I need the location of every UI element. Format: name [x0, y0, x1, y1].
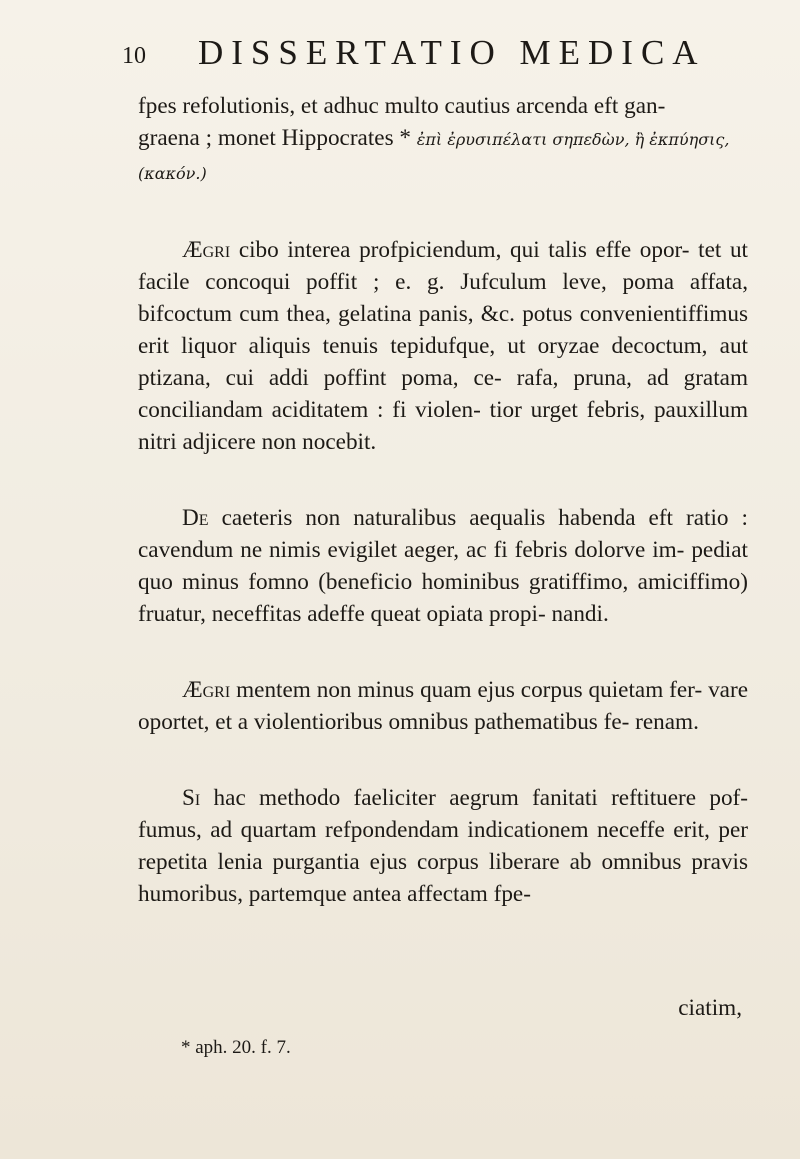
paragraph-4 — [138, 674, 748, 738]
paragraph-text: cibo interea profpiciendum, qui talis effe opor- tet ut facile concoqui poffit ; e. g. Jufculum leve, poma affata, bifcoctum cum thea, gelatina panis, &c. potus convenientiffimus erit liquor aliquis tenuis tepidufque, ut oryzae decoctum, aut ptizana, cui addi poffint poma, ce- rafa, pruna, ad gratam conciliandam aciditatem : fi violen- tior urget febris, pauxillum nitri adjicere non nocebit. — [138, 237, 748, 455]
paragraph-text: mentem non minus quam ejus corpus quietam fer- vare oportet, et a violentioribus omnibus pathematibus fe- renam. — [138, 677, 748, 735]
greek-quotation: ἐπὶ ἐρυσιπέλατι σηπεδὼν, ἢ ἐκπύησις, — [416, 130, 730, 149]
paragraph-2 — [138, 234, 748, 458]
paragraph-text: hac methodo faeliciter aegrum fanitati reftituere pof- fumus, ad quartam refpondendam indicationem neceffe erit, per repetita lenia purgantia ejus corpus liberare ab omnibus pravis humoribus, partemque antea affectam fpe- — [138, 785, 748, 907]
paragraph-lead: Ægri — [182, 237, 231, 263]
catchword: ciatim, — [678, 995, 742, 1021]
paragraph-lead: Si — [182, 785, 201, 811]
running-head — [120, 33, 742, 73]
body-text — [138, 90, 748, 954]
paragraph-lead: Ægri — [182, 677, 231, 703]
paragraph-3 — [138, 502, 748, 630]
text-line: graena ; monet Hippocrates * ἐπὶ ἐρυσιπέλατι σηπεδὼν, ἢ ἐκπύησις, — [138, 125, 730, 151]
page-number: 10 — [122, 43, 146, 69]
paragraph-5 — [138, 782, 748, 910]
paragraph-lead: De — [182, 505, 209, 531]
paragraph-1 — [138, 90, 748, 190]
text-line: fpes refolutionis, et adhuc multo cautius arcenda eft gan- — [138, 93, 666, 119]
text-line: (κακόν.) — [138, 164, 207, 183]
page-title: DISSERTATIO MEDICA — [198, 33, 706, 72]
footnote: * aph. 20. f. 7. — [181, 1037, 291, 1058]
paragraph-text: caeteris non naturalibus aequalis habenda eft ratio : cavendum ne nimis evigilet aeger, ac fi febris dolorve im- pediat quo minus fomno (beneficio hominibus gratiffimo, amiciffimo) fruatur, neceffitas adeffe queat opiata propi- nandi. — [138, 505, 748, 627]
